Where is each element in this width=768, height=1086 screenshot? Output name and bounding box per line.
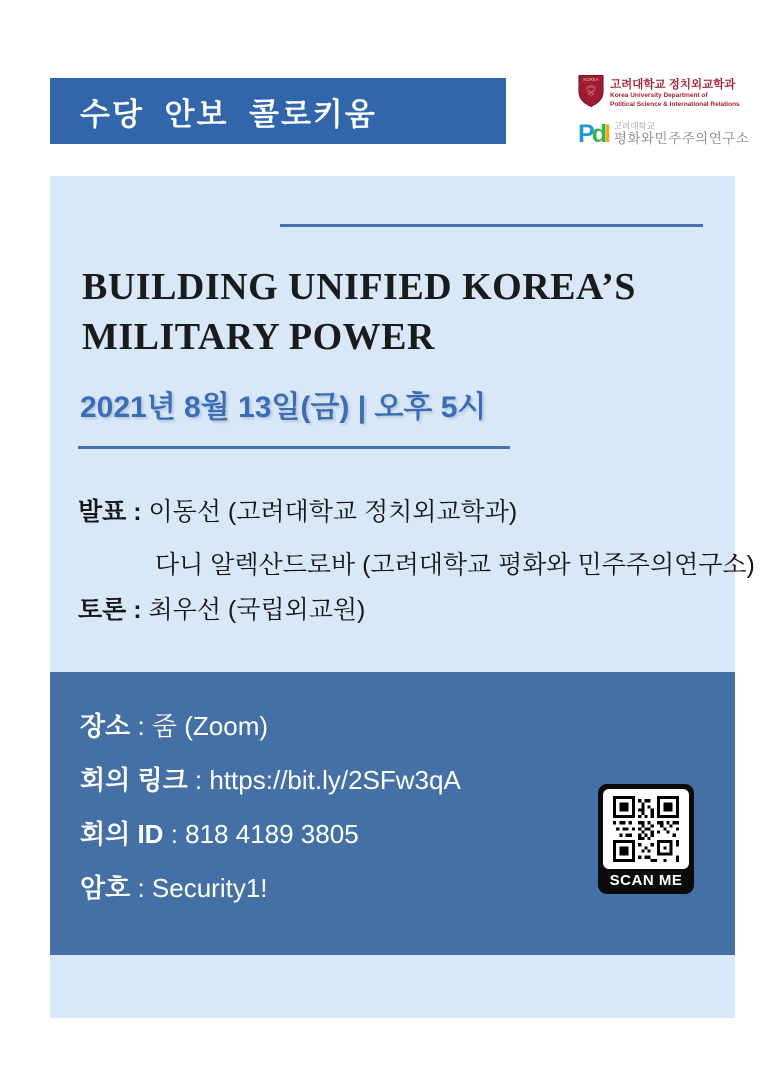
meeting-row-password: 암호 : Security1! [80,873,268,903]
poster-banner [50,78,506,144]
meeting-id-value: 818 4189 3805 [185,819,359,849]
speaker-name: 다니 알렉산드로바 (고려대학교 평화와 민주주의연구소) [155,551,755,579]
meeting-label: 암호 [80,873,131,903]
ku-dept-name-en2: Political Science & International Relations [610,100,740,108]
meeting-label: 회의 링크 [80,765,188,795]
meeting-label: 회의 ID [80,819,164,849]
qr-scan-label: SCAN ME [609,872,683,889]
meeting-row-place: 장소 : 줌 (Zoom) [80,711,269,741]
event-title-line2: MILITARY POWER [82,316,435,359]
svg-text:KOREA: KOREA [583,77,599,83]
qr-badge [598,784,694,894]
meeting-row-id: 회의 ID : 818 4189 3805 [80,819,359,849]
logo-block [578,74,748,155]
speaker-row-presenter [78,492,517,528]
meeting-row-link: 회의 링크 : https://bit.ly/2SFw3qA [80,765,461,795]
top-divider-line [280,224,703,227]
meeting-panel [50,672,735,955]
meeting-password-value: Security1! [151,873,268,903]
banner-title: 수당 안보 콜로키움 [80,96,377,132]
speaker-row-presenter2 [155,545,755,581]
event-datetime: 2021년 8월 13일(금) | 오후 5시 [80,391,487,424]
pdi-logo [578,121,748,147]
ku-dept-name: 고려대학교 정치외교학과 [610,78,736,91]
ku-logo [578,74,748,113]
speaker-row-discussant [78,590,365,626]
meeting-value: 줌 (Zoom) [151,711,269,741]
left-divider-line [78,446,510,449]
ku-dept-name-en1: Korea University Department of [610,92,708,100]
meeting-label: 장소 [80,711,131,741]
ku-crest-icon [578,74,604,113]
ku-logo-text [610,78,740,109]
meeting-link-value: https://bit.ly/2SFw3qA [209,765,461,795]
pdi-logo-text [614,121,749,147]
speaker-label: 발표 : [78,498,149,526]
event-title-line1: BUILDING UNIFIED KOREA’S [82,266,636,308]
pdi-univ-label: 고려대학교 [613,121,655,131]
pdi-mark-icon: PdI [578,119,608,148]
pdi-institute-name: 평화와민주주의연구소 [613,131,750,147]
event-title [82,262,636,362]
speaker-name: 이동선 (고려대학교 정치외교학과) [148,498,518,526]
qr-code-icon [603,789,689,869]
speaker-name: 최우선 (국립외교원) [148,596,366,624]
speaker-label: 토론 : [78,596,149,624]
